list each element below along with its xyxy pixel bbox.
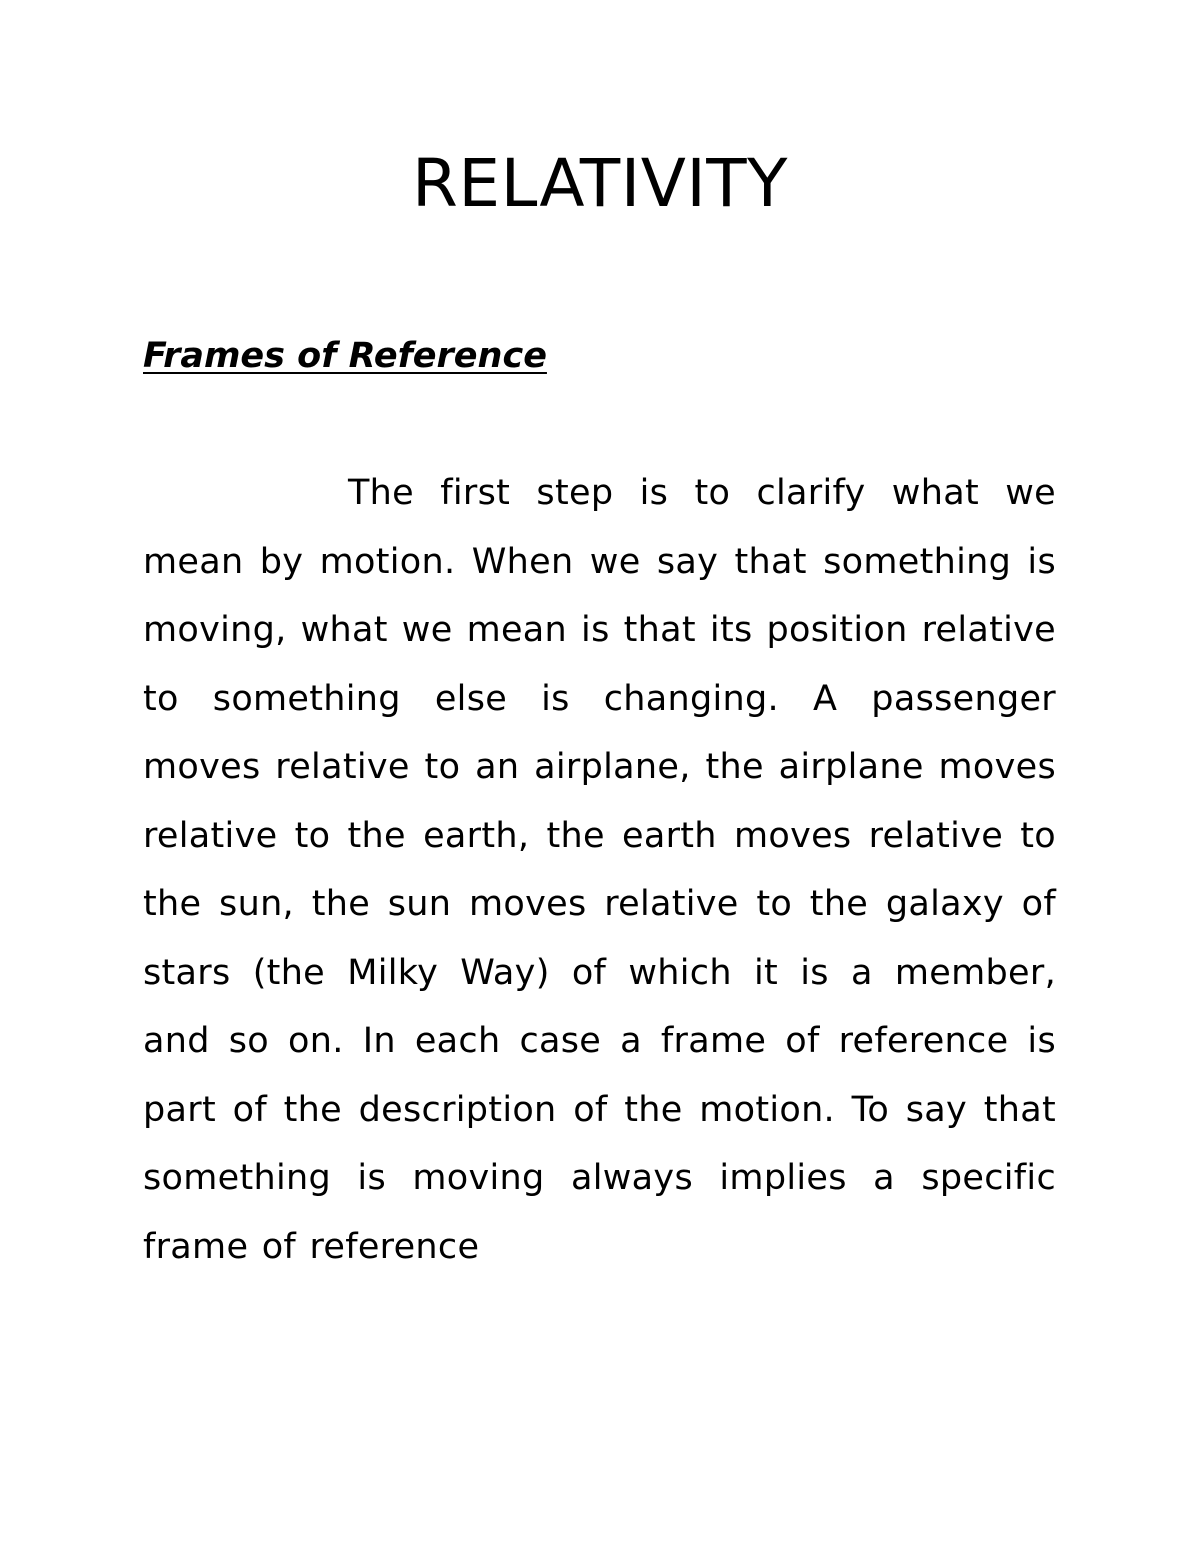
document-title: RELATIVITY (412, 145, 788, 222)
body-paragraph: The first step is to clarify what we mean by motion. When we say that something is moving, what we mean is that its position relative to something else is changing. A passenger moves relative to an airplane, the airplane moves relative to the earth, the earth moves relative to the sun, the sun moves relative to the galaxy of stars (the Milky Way) of which it is a member, and so on. In each case a frame of reference is part of the description of the motion. To say that something is moving always implies a specific frame of reference (143, 473, 1056, 1267)
section-heading: Frames of Reference (143, 336, 547, 376)
